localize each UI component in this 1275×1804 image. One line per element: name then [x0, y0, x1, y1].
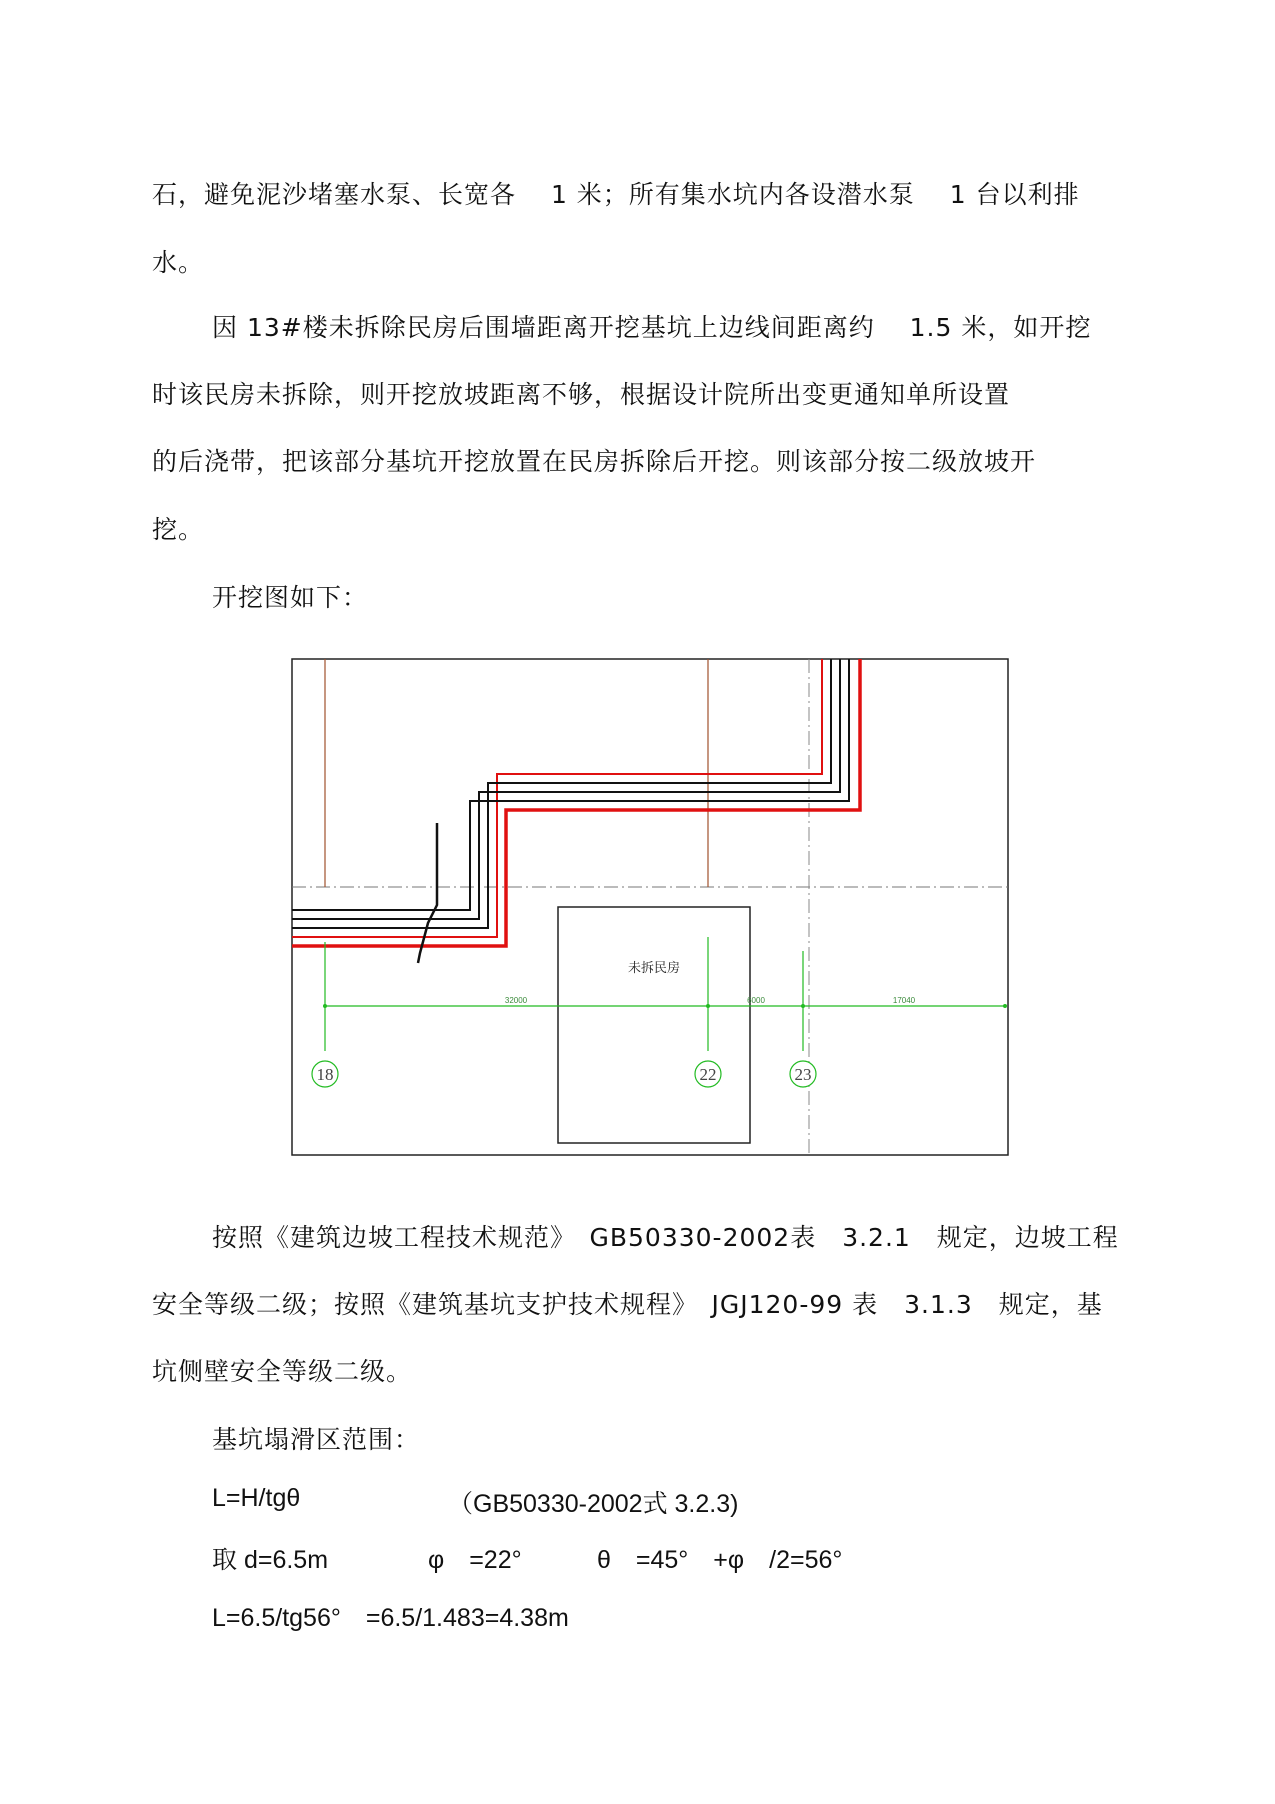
- p2-line4: 挖。: [152, 515, 205, 544]
- axis-label-22: 22: [699, 1065, 717, 1084]
- formula-3: L=6.5/tg56° =6.5/1.483=4.38m: [212, 1604, 569, 1632]
- dim-tick-23: [801, 1004, 805, 1008]
- dim-tick-22: [706, 1004, 710, 1008]
- house-label: 未拆民房: [627, 961, 681, 976]
- excavation-line-red-inner: [292, 659, 822, 937]
- dim-tick-18: [323, 1004, 327, 1008]
- formula-1-left: L=H/tgθ: [212, 1484, 301, 1512]
- dimension-17040: 17040: [892, 996, 916, 1005]
- p2-line2: 时该民房未拆除，则开挖放坡距离不够，根据设计院所出变更通知单所设置: [152, 380, 1011, 409]
- excavation-line-red-outer: [292, 659, 860, 946]
- excavation-line-black-1: [292, 659, 831, 928]
- axis-label-18: 18: [316, 1065, 334, 1084]
- excavation-line-black-2: [292, 659, 840, 919]
- dimension-32000: 32000: [504, 996, 528, 1005]
- p3-text: 开挖图如下：: [212, 583, 369, 612]
- excavation-line-black-3: [292, 659, 849, 910]
- excavation-drawing: [290, 655, 1010, 1160]
- formula-1-right: （GB50330-2002式 3.2.3): [448, 1490, 739, 1518]
- p1-line2: 水。: [152, 248, 205, 277]
- p2-line3: 的后浇带，把该部分基坑开挖放置在民房拆除后开挖。则该部分按二级放坡开: [152, 447, 1037, 476]
- dim-tick-end: [1003, 1004, 1007, 1008]
- p5-text: 基坑塌滑区范围：: [212, 1425, 421, 1454]
- formula-2-c: θ =45° +φ /2=56°: [597, 1546, 843, 1574]
- p4-line1: 按照《建筑边坡工程技术规范》 GB50330-2002表 3.2.1 规定，边坡工程: [212, 1223, 1119, 1252]
- p4-line3: 坑侧壁安全等级二级。: [152, 1357, 413, 1386]
- p1-line1: 石，避免泥沙堵塞水泵、长宽各 1 米；所有集水坑内各设潜水泵 1 台以利排: [152, 180, 1080, 209]
- break-line: [418, 823, 437, 963]
- formula-2-a: 取 d=6.5m: [212, 1546, 329, 1574]
- formula-2-b: φ =22°: [428, 1546, 522, 1574]
- axis-label-23: 23: [794, 1065, 812, 1084]
- p4-line2: 安全等级二级；按照《建筑基坑支护技术规程》 JGJ120-99 表 3.1.3 规定，基: [152, 1290, 1103, 1319]
- undemolished-house: [558, 907, 750, 1143]
- dimension-6000: 6000: [747, 996, 765, 1005]
- p2-line1: 因 13#楼未拆除民房后围墙距离开挖基坑上边线间距离约 1.5 米，如开挖: [212, 313, 1092, 342]
